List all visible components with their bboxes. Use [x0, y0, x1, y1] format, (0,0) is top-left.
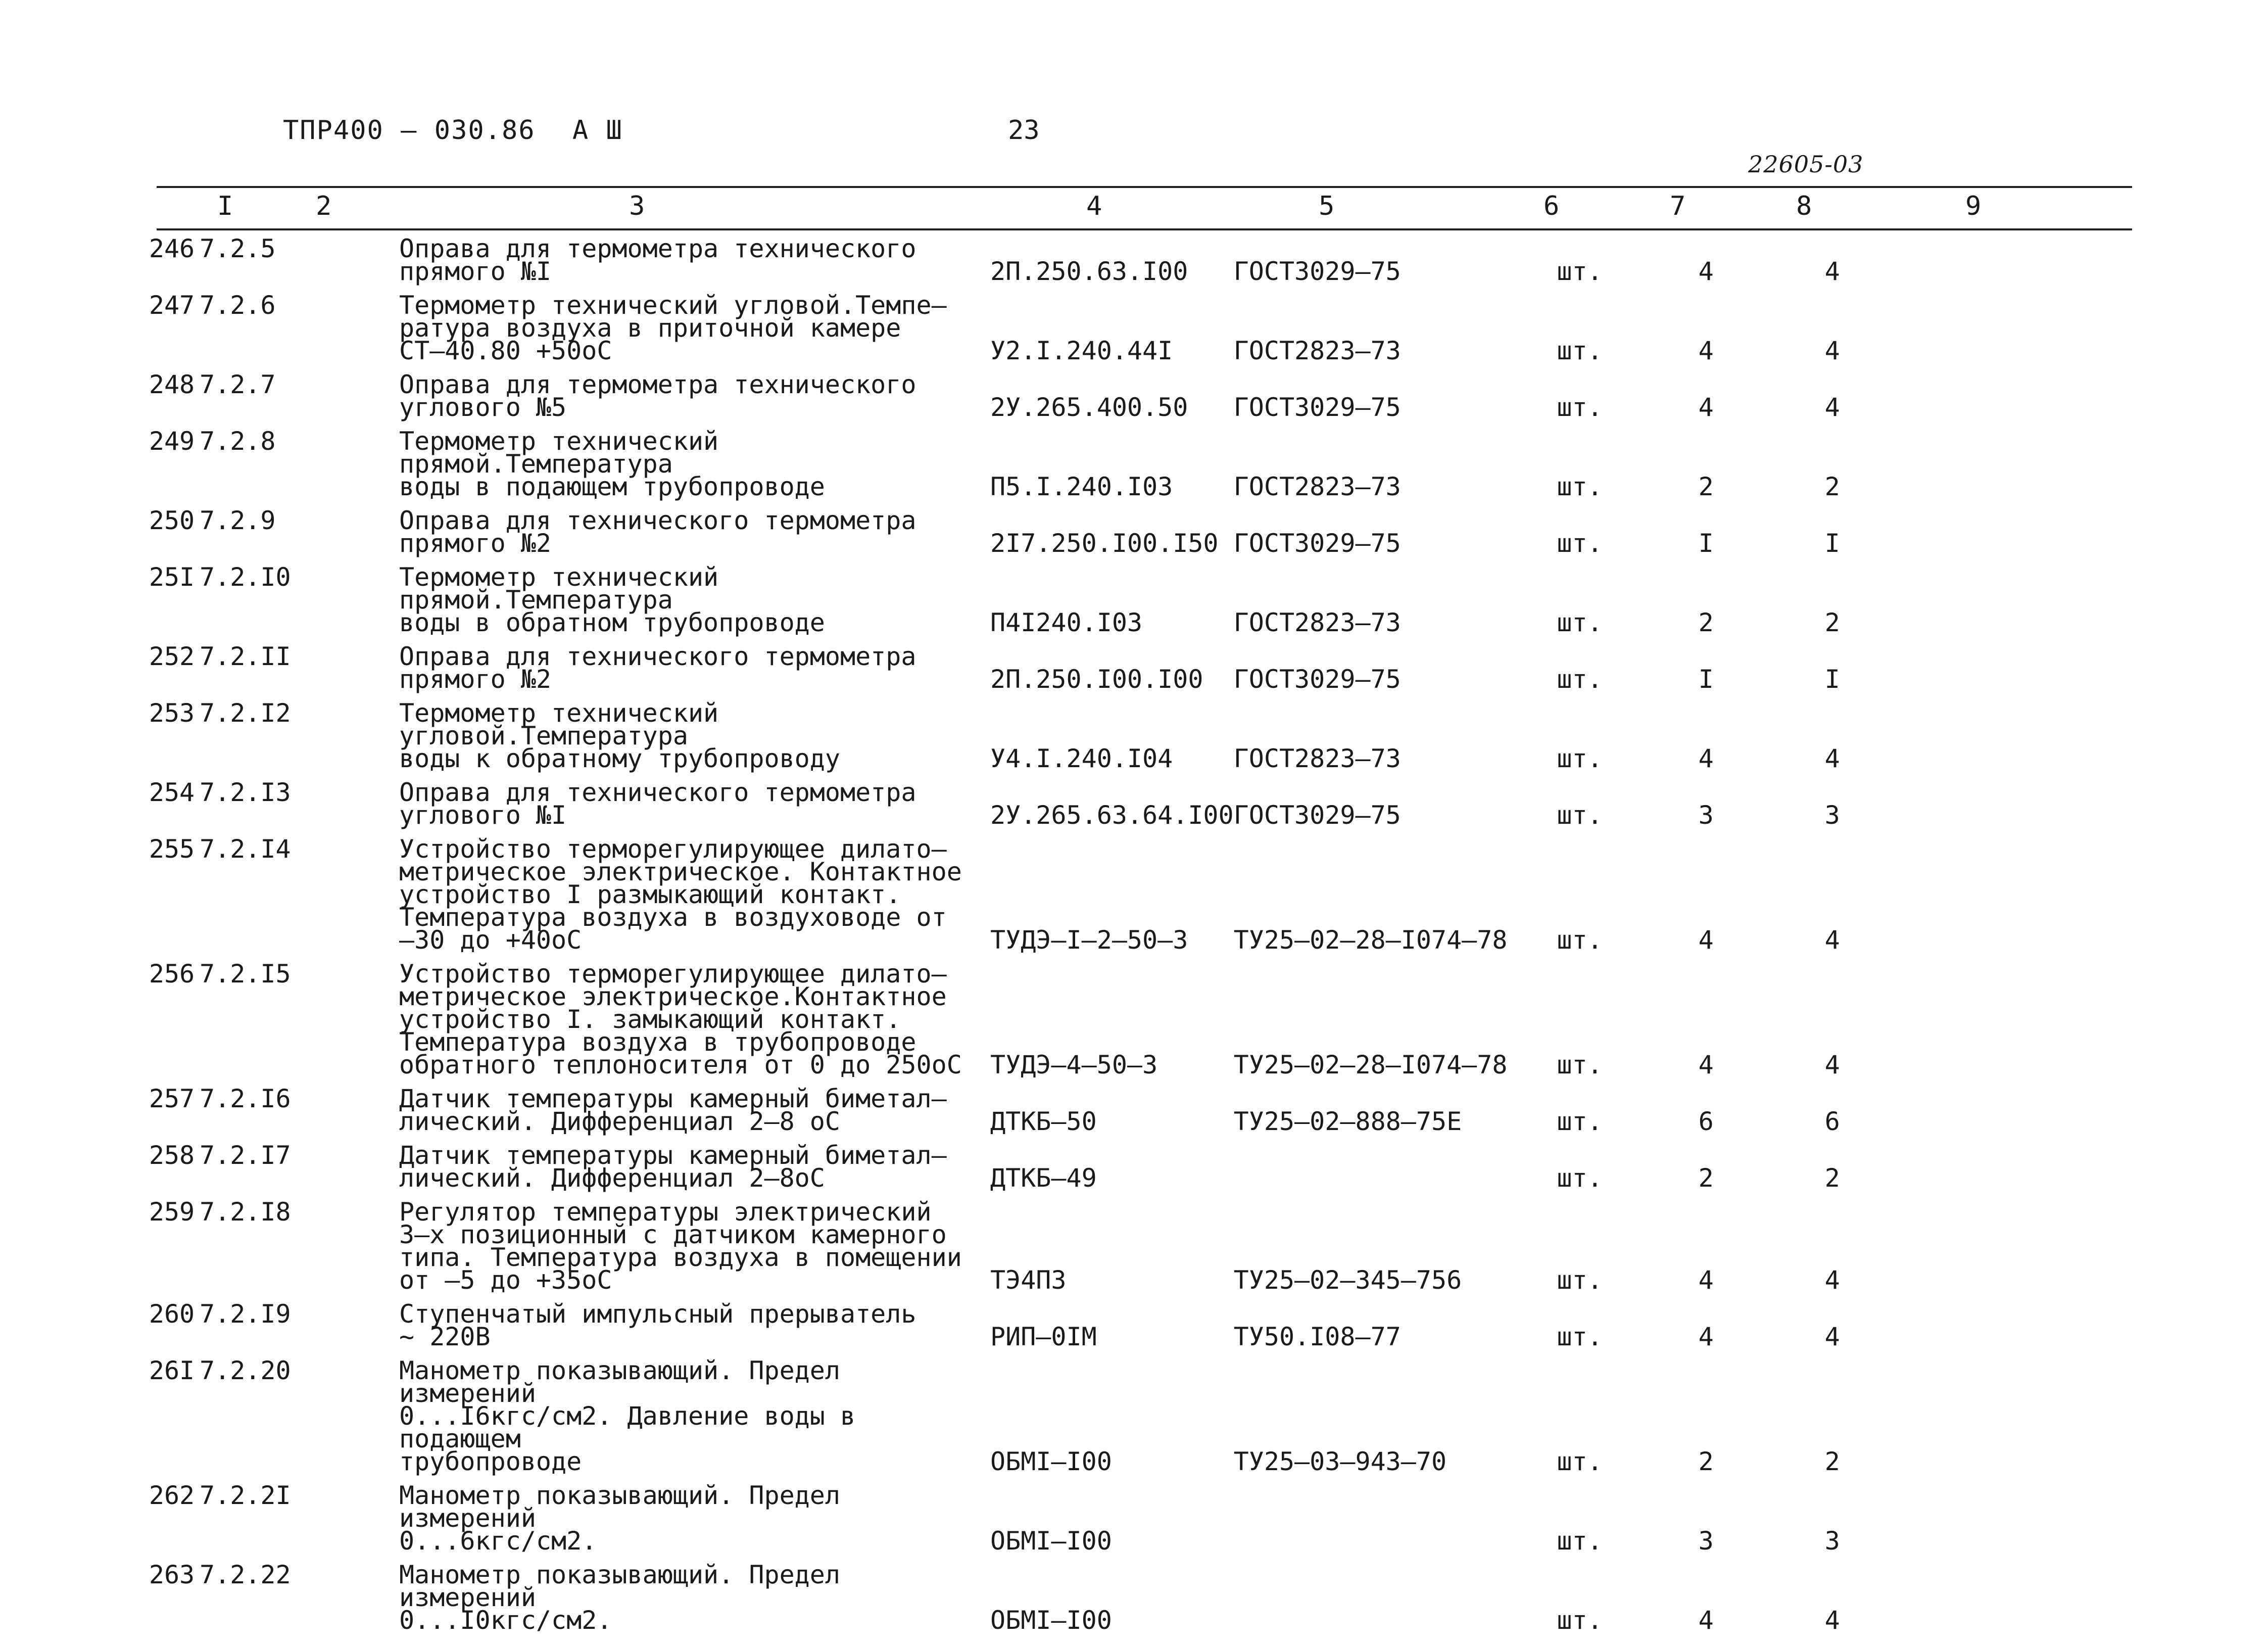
- position-number: 7.2.20: [200, 1356, 291, 1385]
- row-number: 259: [149, 1197, 195, 1227]
- quantity-col-7: 4: [1698, 393, 1714, 422]
- quantity-col-7: 2: [1698, 1163, 1714, 1193]
- item-code: ОБМI–I00: [990, 1447, 1112, 1476]
- item-code: ОБМI–I00: [990, 1526, 1112, 1556]
- position-number: 7.2.9: [200, 506, 276, 535]
- table-row: [0, 238, 1896, 294]
- quantity-col-8: 4: [1824, 336, 1840, 365]
- quantity-col-8: 3: [1824, 1526, 1840, 1556]
- table-header-rule: [157, 228, 2132, 230]
- column-header-5: 5: [1319, 191, 1335, 221]
- position-number: 7.2.I7: [200, 1141, 291, 1170]
- row-number: 26I: [149, 1356, 195, 1385]
- specification-table: [0, 234, 1896, 1643]
- position-number: 7.2.6: [200, 291, 276, 320]
- row-number: 254: [149, 778, 195, 807]
- row-number: 250: [149, 506, 195, 535]
- unit-of-measure: шт.: [1557, 472, 1603, 501]
- standard-reference: ГОСТ2823–73: [1233, 608, 1401, 637]
- column-header-2: 2: [316, 191, 332, 221]
- table-top-rule: [157, 186, 2132, 188]
- item-code: ТЭ4П3: [990, 1265, 1067, 1295]
- table-row: [0, 294, 1896, 373]
- row-number: 252: [149, 642, 195, 671]
- table-row: [0, 963, 1896, 1088]
- table-row: [0, 1484, 1896, 1564]
- quantity-col-7: 4: [1698, 1265, 1714, 1295]
- item-name: Оправа для термометра технического прямого №I: [399, 234, 916, 286]
- table-row: [0, 781, 1896, 838]
- item-name: Оправа для термометра технического углового №5: [399, 370, 916, 422]
- standard-reference: ГОСТ2823–73: [1233, 472, 1401, 501]
- item-code: 2I7.250.I00.I50: [990, 529, 1219, 558]
- quantity-col-8: 4: [1824, 257, 1840, 286]
- position-number: 7.2.I6: [200, 1084, 291, 1113]
- unit-of-measure: шт.: [1557, 1050, 1603, 1079]
- quantity-col-7: 4: [1698, 744, 1714, 773]
- quantity-col-7: 4: [1698, 1606, 1714, 1635]
- item-name: Ступенчатый импульсный прерыватель ~ 220В: [399, 1299, 916, 1351]
- position-number: 7.2.I5: [200, 959, 291, 989]
- row-number: 260: [149, 1299, 195, 1329]
- designation-code: ТПР400 – 030.86: [283, 115, 536, 146]
- position-number: 7.2.I3: [200, 778, 291, 807]
- specification-table-body: [0, 234, 1896, 1643]
- position-number: 7.2.22: [200, 1560, 291, 1589]
- quantity-col-7: 3: [1698, 801, 1714, 830]
- unit-of-measure: шт.: [1557, 1163, 1603, 1193]
- position-number: 7.2.2I: [200, 1481, 291, 1510]
- row-number: 253: [149, 698, 195, 728]
- item-name: Устройство терморегулирующее дилато– метрическое электрическое. Контактное устройство I размыкающий контакт. Температура воздуха в воздуховоде от –30 до +40оС: [399, 834, 962, 955]
- unit-of-measure: шт.: [1557, 608, 1603, 637]
- quantity-col-8: 4: [1824, 925, 1840, 955]
- table-row: [0, 838, 1896, 963]
- unit-of-measure: шт.: [1557, 1606, 1603, 1635]
- row-number: 246: [149, 234, 195, 263]
- item-name: Устройство терморегулирующее дилато– метрическое электрическое.Контактное устройство I. замыкающий контакт. Температура воздуха в трубопроводе обратного теплоносителя от 0 до 250оС: [399, 959, 962, 1079]
- quantity-col-7: 4: [1698, 1322, 1714, 1351]
- table-row: [0, 373, 1896, 430]
- position-number: 7.2.I9: [200, 1299, 291, 1329]
- row-number: 255: [149, 834, 195, 864]
- standard-reference: ТУ25–03–943–70: [1233, 1447, 1447, 1476]
- quantity-col-8: 4: [1824, 393, 1840, 422]
- quantity-col-8: 4: [1824, 1322, 1840, 1351]
- quantity-col-7: 2: [1698, 472, 1714, 501]
- row-number: 249: [149, 427, 195, 456]
- item-name: Оправа для технического термометра прямого №2: [399, 642, 916, 694]
- table-row: [0, 1201, 1896, 1303]
- position-number: 7.2.I4: [200, 834, 291, 864]
- quantity-col-7: 6: [1698, 1107, 1714, 1136]
- quantity-col-8: 3: [1824, 801, 1840, 830]
- standard-reference: ГОСТ2823–73: [1233, 744, 1401, 773]
- item-code: ДТКБ–50: [990, 1107, 1097, 1136]
- standard-reference: ТУ25–02–345–756: [1233, 1265, 1462, 1295]
- quantity-col-8: 2: [1824, 1447, 1840, 1476]
- column-header-7: 7: [1670, 191, 1686, 221]
- item-code: 2П.250.I00.I00: [990, 665, 1203, 694]
- unit-of-measure: шт.: [1557, 1447, 1603, 1476]
- standard-reference: ГОСТ3029–75: [1233, 257, 1401, 286]
- unit-of-measure: шт.: [1557, 1107, 1603, 1136]
- row-number: 247: [149, 291, 195, 320]
- document-designation: [283, 115, 643, 146]
- page-number: 23: [1008, 115, 1040, 146]
- quantity-col-8: I: [1824, 529, 1840, 558]
- album-label: А Ш: [572, 115, 623, 146]
- item-code: У2.I.240.44I: [990, 336, 1173, 365]
- column-header-4: 4: [1086, 191, 1102, 221]
- quantity-col-8: 2: [1824, 1163, 1840, 1193]
- item-code: ДТКБ–49: [990, 1163, 1097, 1193]
- unit-of-measure: шт.: [1557, 529, 1603, 558]
- quantity-col-7: 2: [1698, 1447, 1714, 1476]
- item-name: Термометр технический угловой.Температура воды к обратному трубопроводу: [399, 698, 840, 773]
- unit-of-measure: шт.: [1557, 1265, 1603, 1295]
- row-number: 262: [149, 1481, 195, 1510]
- quantity-col-7: 3: [1698, 1526, 1714, 1556]
- table-row: [0, 1359, 1896, 1484]
- unit-of-measure: шт.: [1557, 257, 1603, 286]
- quantity-col-7: 4: [1698, 925, 1714, 955]
- item-name: Термометр технический угловой.Темпе– ратура воздуха в приточной камере СТ–40.80 +50оС: [399, 291, 947, 365]
- item-code: П4I240.I03: [990, 608, 1143, 637]
- column-header-8: 8: [1796, 191, 1812, 221]
- quantity-col-8: 2: [1824, 472, 1840, 501]
- table-row: [0, 702, 1896, 781]
- item-code: РИП–0IМ: [990, 1322, 1097, 1351]
- item-code: ОБМI–I00: [990, 1606, 1112, 1635]
- table-row: [0, 1564, 1896, 1643]
- item-name: Датчик температуры камерный биметал– лический. Дифференциал 2–8оС: [399, 1141, 947, 1193]
- item-name: Термометр технический прямой.Температура воды в подающем трубопроводе: [399, 427, 825, 501]
- position-number: 7.2.I8: [200, 1197, 291, 1227]
- unit-of-measure: шт.: [1557, 336, 1603, 365]
- table-row: [0, 1303, 1896, 1359]
- item-name: Оправа для технического термометра прямого №2: [399, 506, 916, 558]
- quantity-col-8: 4: [1824, 1050, 1840, 1079]
- handwritten-doc-code: 22605-03: [1748, 151, 1864, 178]
- item-name: Манометр показывающий. Предел измерений 0...6кгс/см2.: [399, 1481, 840, 1556]
- quantity-col-7: I: [1698, 529, 1714, 558]
- standard-reference: ГОСТ3029–75: [1233, 393, 1401, 422]
- position-number: 7.2.II: [200, 642, 291, 671]
- item-code: 2П.250.63.I00: [990, 257, 1188, 286]
- unit-of-measure: шт.: [1557, 393, 1603, 422]
- quantity-col-7: 4: [1698, 336, 1714, 365]
- row-number: 258: [149, 1141, 195, 1170]
- unit-of-measure: шт.: [1557, 744, 1603, 773]
- column-header-1: I: [217, 191, 233, 221]
- quantity-col-8: 4: [1824, 1265, 1840, 1295]
- unit-of-measure: шт.: [1557, 665, 1603, 694]
- standard-reference: ТУ50.I08–77: [1233, 1322, 1401, 1351]
- standard-reference: ТУ25–02–28–I074–78: [1233, 1050, 1508, 1079]
- item-code: 2У.265.63.64.I00: [990, 801, 1234, 830]
- item-code: У4.I.240.I04: [990, 744, 1173, 773]
- standard-reference: ГОСТ3029–75: [1233, 665, 1401, 694]
- position-number: 7.2.7: [200, 370, 276, 399]
- row-number: 256: [149, 959, 195, 989]
- item-code: ТУДЭ–I–2–50–3: [990, 925, 1188, 955]
- quantity-col-8: 4: [1824, 1606, 1840, 1635]
- quantity-col-7: 4: [1698, 257, 1714, 286]
- quantity-col-7: 4: [1698, 1050, 1714, 1079]
- item-code: 2У.265.400.50: [990, 393, 1188, 422]
- item-name: Манометр показывающий. Предел измерений 0...I6кгс/см2. Давление воды в подающем трубопроводе: [399, 1356, 856, 1476]
- unit-of-measure: шт.: [1557, 925, 1603, 955]
- standard-reference: ТУ25–02–888–75Е: [1233, 1107, 1462, 1136]
- row-number: 263: [149, 1560, 195, 1589]
- table-row: [0, 1144, 1896, 1201]
- standard-reference: ГОСТ3029–75: [1233, 801, 1401, 830]
- item-code: ТУДЭ–4–50–3: [990, 1050, 1158, 1079]
- row-number: 25I: [149, 562, 195, 592]
- quantity-col-8: 6: [1824, 1107, 1840, 1136]
- item-name: Датчик температуры камерный биметал– лический. Дифференциал 2–8 оС: [399, 1084, 947, 1136]
- table-row: [0, 1088, 1896, 1144]
- table-row: [0, 645, 1896, 702]
- row-number: 248: [149, 370, 195, 399]
- standard-reference: ГОСТ3029–75: [1233, 529, 1401, 558]
- column-header-9: 9: [1965, 191, 1982, 221]
- quantity-col-8: 4: [1824, 744, 1840, 773]
- item-name: Манометр показывающий. Предел измерений 0...I0кгс/см2.: [399, 1560, 840, 1635]
- position-number: 7.2.5: [200, 234, 276, 263]
- table-row: [0, 509, 1896, 566]
- item-name: Термометр технический прямой.Температура воды в обратном трубопроводе: [399, 562, 825, 637]
- standard-reference: ТУ25–02–28–I074–78: [1233, 925, 1508, 955]
- item-name: Регулятор температуры электрический 3–х позиционный с датчиком камерного типа. Температура воздуха в помещении от –5 до +35оС: [399, 1197, 962, 1295]
- row-number: 257: [149, 1084, 195, 1113]
- quantity-col-8: I: [1824, 665, 1840, 694]
- unit-of-measure: шт.: [1557, 801, 1603, 830]
- position-number: 7.2.8: [200, 427, 276, 456]
- item-name: Оправа для технического термометра углового №I: [399, 778, 916, 830]
- standard-reference: ГОСТ2823–73: [1233, 336, 1401, 365]
- quantity-col-7: I: [1698, 665, 1714, 694]
- position-number: 7.2.I0: [200, 562, 291, 592]
- table-row: [0, 566, 1896, 645]
- table-row: [0, 430, 1896, 509]
- unit-of-measure: шт.: [1557, 1526, 1603, 1556]
- quantity-col-8: 2: [1824, 608, 1840, 637]
- position-number: 7.2.I2: [200, 698, 291, 728]
- column-header-6: 6: [1543, 191, 1560, 221]
- item-code: П5.I.240.I03: [990, 472, 1173, 501]
- unit-of-measure: шт.: [1557, 1322, 1603, 1351]
- quantity-col-7: 2: [1698, 608, 1714, 637]
- column-header-3: 3: [629, 191, 645, 221]
